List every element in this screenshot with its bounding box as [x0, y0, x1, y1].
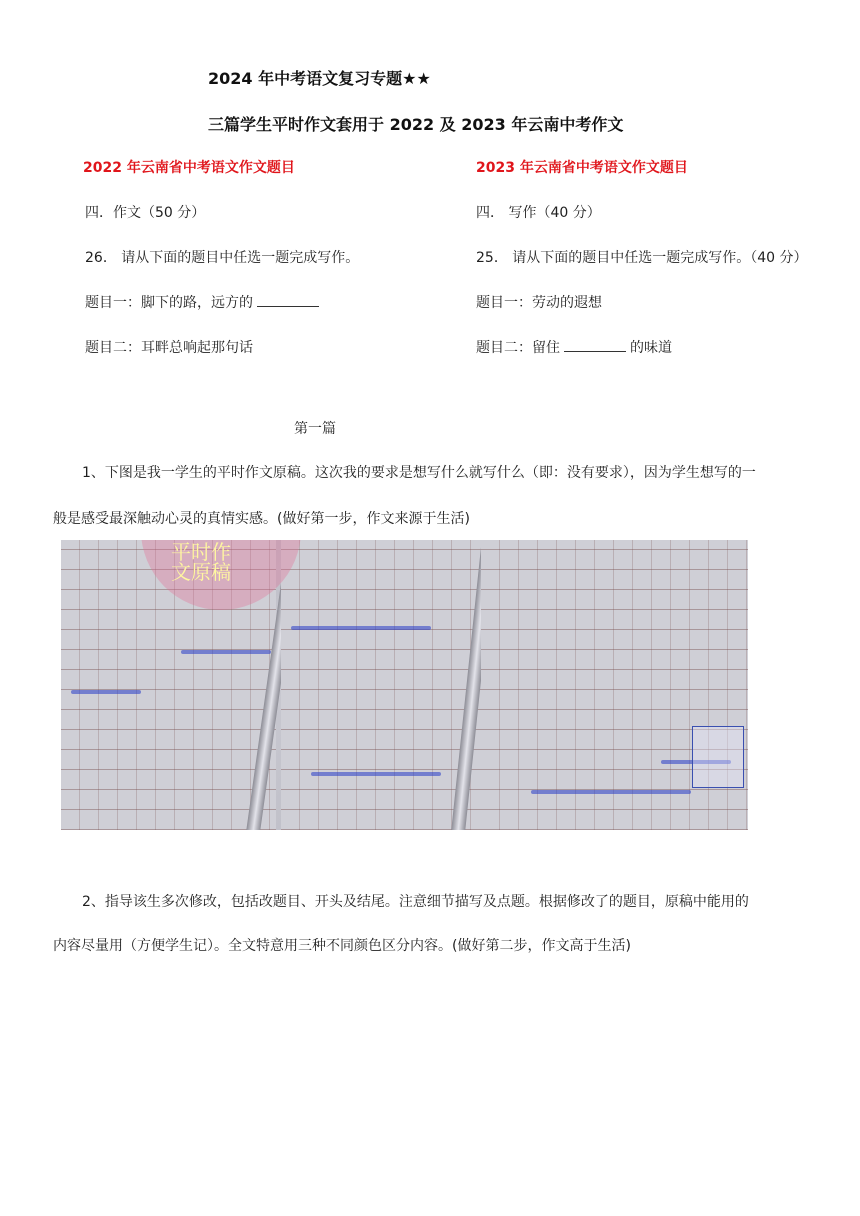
draft-stamp-text — [171, 542, 231, 582]
blue-annotation — [291, 626, 431, 630]
instruction-2022: 26． 请从下面的题目中任选一题完成写作。 — [85, 250, 360, 266]
part1-heading: 第一篇 — [294, 421, 336, 437]
para1-line1: 1、下图是我一学生的平时作文原稿。这次我的要求是想写什么就写什么（即：没有要求），因为学生想写的一 — [82, 465, 756, 481]
blue-annotation — [531, 790, 691, 794]
blue-annotation — [181, 650, 271, 654]
topic1-2022-text: 题目一：脚下的路，远方的 — [85, 295, 253, 311]
topic2-2022: 题目二：耳畔总响起那句话 — [85, 340, 253, 356]
section-2023: 四． 写作（40 分） — [476, 205, 601, 221]
heading-2022: 2022 年云南省中考语文作文题目 — [83, 160, 295, 176]
para2-line1: 2、指导该生多次修改，包括改题目、开头及结尾。注意细节描写及点题。根据修改了的题目，原稿中能用的 — [82, 894, 749, 910]
topic1-2023: 题目一：劳动的遐想 — [476, 295, 602, 311]
stamp-line1: 平时作 — [171, 540, 231, 564]
para1-line2: 般是感受最深触动心灵的真情实感。(做好第一步，作文来源于生活) — [53, 511, 470, 527]
section-2022: 四．作文（50 分） — [85, 205, 206, 221]
topic2-2023 — [476, 337, 672, 357]
blue-annotation — [71, 690, 141, 694]
topic2-2023-suffix: 的味道 — [630, 340, 672, 356]
topic1-2022-blank — [257, 305, 319, 307]
stamp-line2: 文原稿 — [171, 560, 231, 584]
doc-subtitle: 三篇学生平时作文套用于 2022 及 2023 年云南中考作文 — [208, 115, 624, 134]
blue-margin-note — [692, 726, 744, 788]
topic1-2022 — [85, 292, 323, 312]
topic2-2023-blank — [564, 350, 626, 352]
topic2-2023-prefix: 题目二：留住 — [476, 340, 560, 356]
heading-2023: 2023 年云南省中考语文作文题目 — [476, 160, 688, 176]
draft-page-middle — [281, 540, 481, 830]
para2-line2: 内容尽量用（方便学生记）。全文特意用三种不同颜色区分内容。(做好第二步，作文高于生活) — [53, 938, 631, 954]
blue-annotation — [311, 772, 441, 776]
doc-title: 2024 年中考语文复习专题★★ — [208, 69, 431, 88]
draft-photo — [61, 540, 748, 830]
instruction-2023: 25． 请从下面的题目中任选一题完成写作。（40 分） — [476, 250, 808, 266]
